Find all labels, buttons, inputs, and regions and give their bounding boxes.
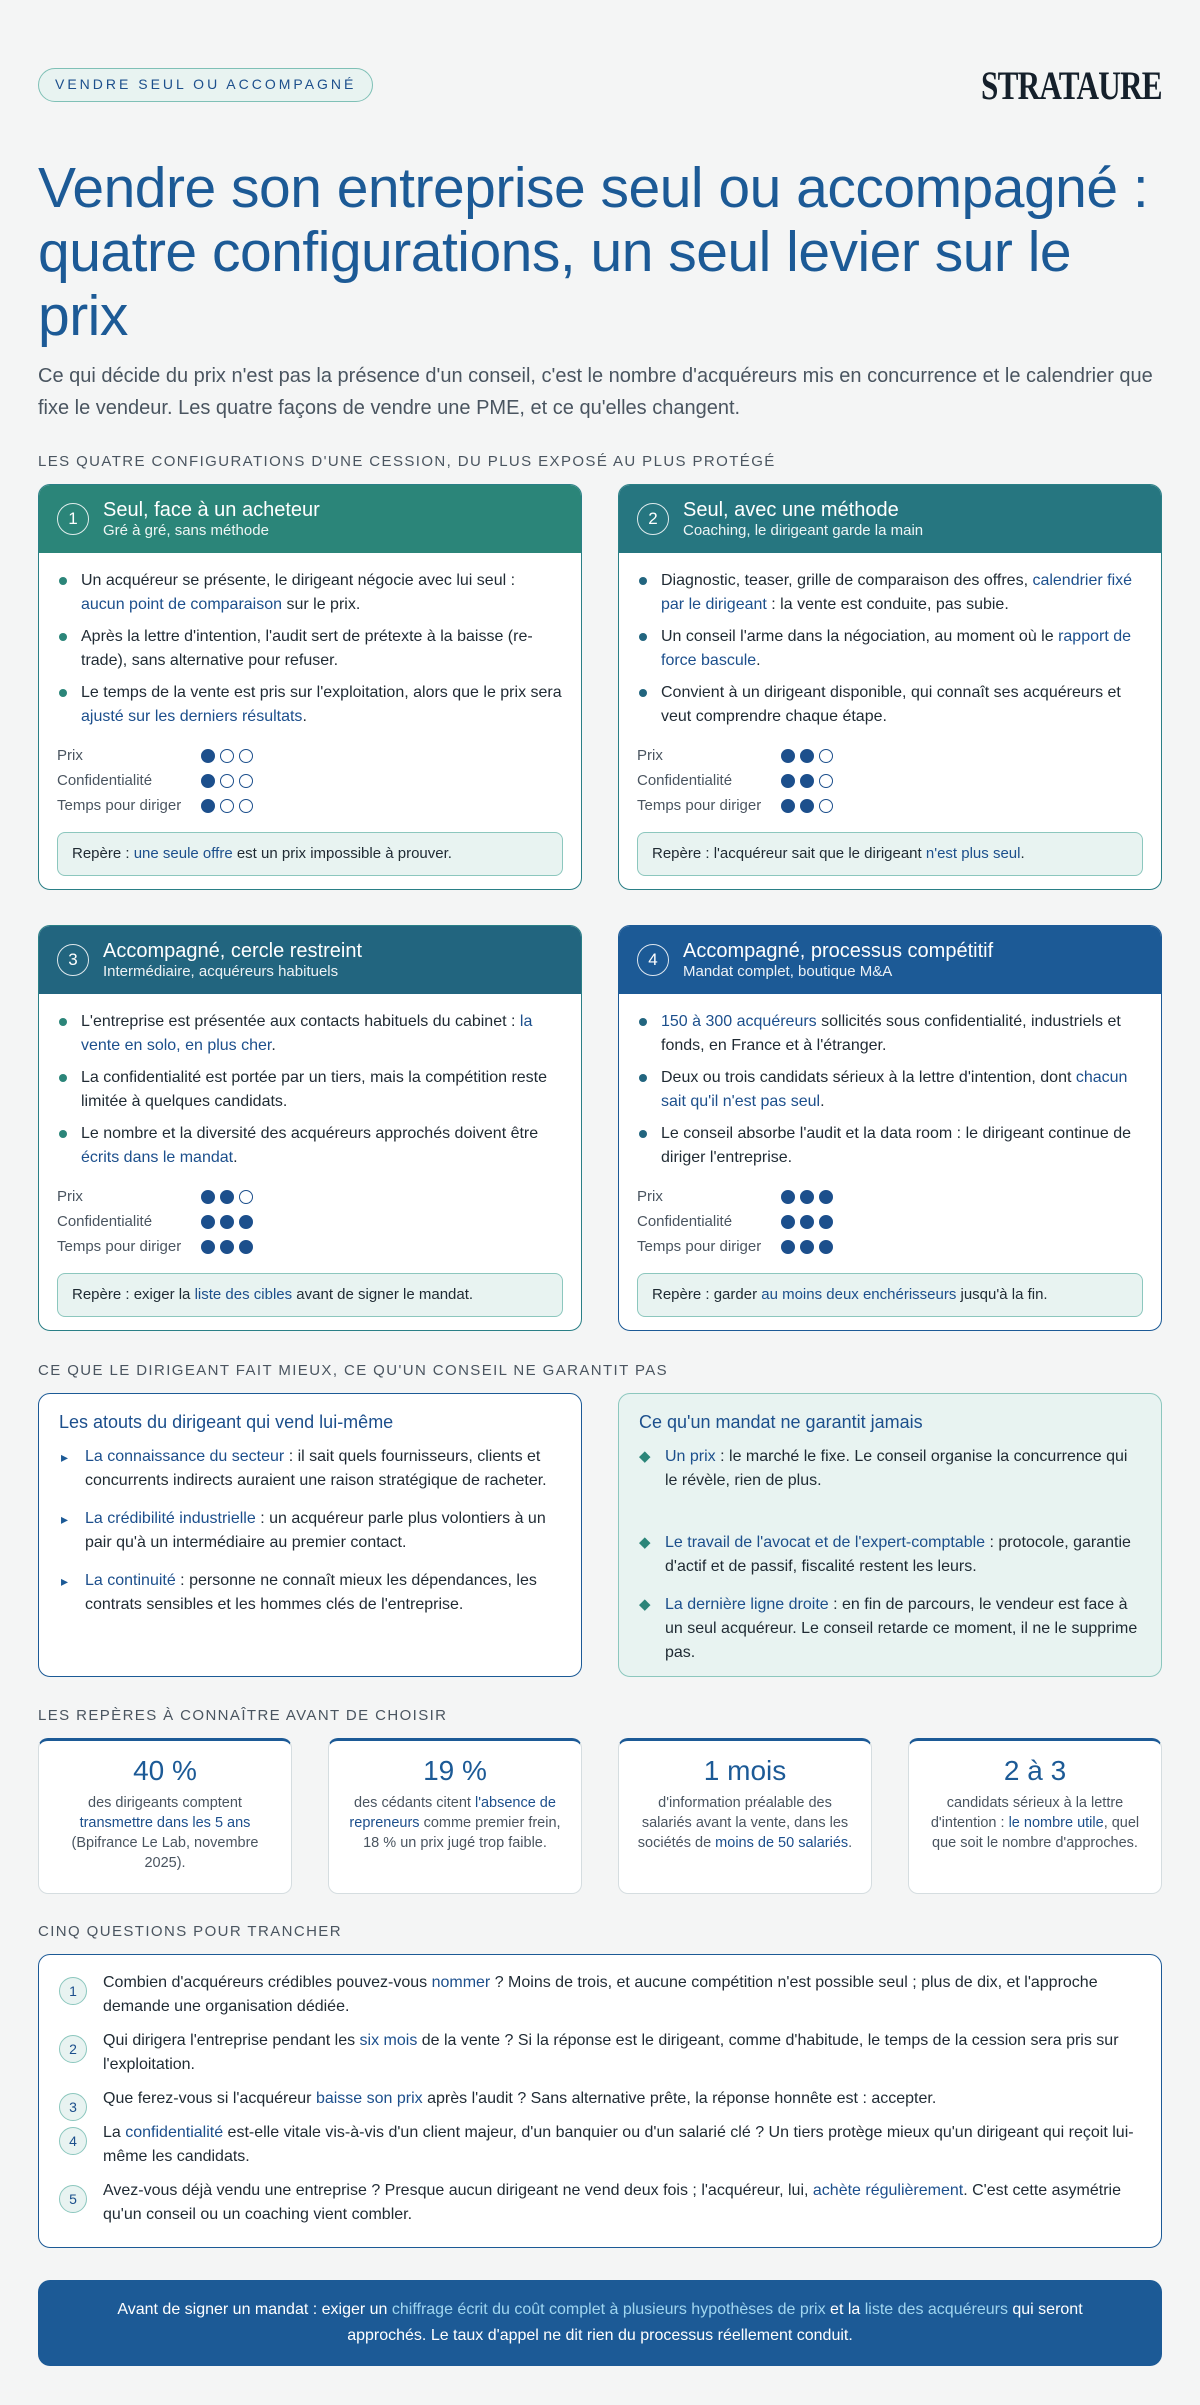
- footer-callout: Avant de signer un mandat : exiger un chiffrage écrit du coût complet à plusieurs hypothèses de prix et la liste des acquéreurs qui seront approchés. Le taux d'appel ne dit rien du processus réellement conduit.: [38, 2280, 1162, 2366]
- config-card-header: [619, 485, 1161, 553]
- rating-confidentialite: Confidentialité: [637, 768, 1143, 793]
- config-subtitle: Gré à gré, sans méthode: [103, 522, 269, 539]
- config-number: 3: [57, 944, 89, 976]
- rating-dot-empty: [239, 774, 253, 788]
- list-item: ▸ La connaissance du secteur : il sait quels fournisseurs, clients et concurrents indirects auraient une raison stratégique de racheter.: [59, 1445, 561, 1493]
- repere-box: Repère : exiger la liste des cibles avant de signer le mandat.: [57, 1273, 563, 1317]
- stat-card: [328, 1738, 582, 1894]
- bullet: Le nombre et la diversité des acquéreurs approchés doivent être écrits dans le mandat.: [57, 1122, 563, 1170]
- rating-dot-filled: [800, 749, 814, 763]
- bullet: Après la lettre d'intention, l'audit sert de prétexte à la baisse (re-trade), sans alternative pour refuser.: [57, 625, 563, 673]
- rating-dot-filled: [819, 1215, 833, 1229]
- config-number: 1: [57, 503, 89, 535]
- rating-dot-empty: [220, 774, 234, 788]
- config-number: 2: [637, 503, 669, 535]
- list-item: ▸ La crédibilité industrielle : un acquéreur parle plus volontiers à un pair qu'à un intermédiaire au premier contact.: [59, 1507, 561, 1555]
- question-item: 2 Qui dirigera l'entreprise pendant les six mois de la vente ? Si la réponse est le dirigeant, comme d'habitude, le temps de la cession sera pris sur l'exploitation.: [59, 2029, 1141, 2077]
- question-number: 4: [59, 2127, 87, 2155]
- rating-dot-filled: [220, 1240, 234, 1254]
- box-title: Ce qu'un mandat ne garantit jamais: [639, 1412, 923, 1432]
- rating-dot-empty: [239, 749, 253, 763]
- rating-temps: Temps pour diriger: [637, 793, 1143, 818]
- rating-confidentialite: Confidentialité: [57, 768, 563, 793]
- bullet: Le conseil absorbe l'audit et la data room : le dirigeant continue de diriger l'entreprise.: [637, 1122, 1143, 1170]
- rating-dot-filled: [201, 1240, 215, 1254]
- config-subtitle: Coaching, le dirigeant garde la main: [683, 522, 924, 539]
- page-title: Vendre son entreprise seul ou accompagné : quatre configurations, un seul levier sur le prix: [38, 156, 1149, 348]
- config-title: Accompagné, cercle restreint: [103, 940, 363, 962]
- rating-dot-filled: [781, 799, 795, 813]
- rating-dot-empty: [220, 749, 234, 763]
- config-ratings: [57, 1184, 563, 1259]
- config-ratings: [637, 1184, 1143, 1259]
- config-number: 4: [637, 944, 669, 976]
- bullet: 150 à 300 acquéreurs sollicités sous confidentialité, industriels et fonds, en France et à l'étranger.: [637, 1010, 1143, 1058]
- bullet: Un acquéreur se présente, le dirigeant négocie avec lui seul : aucun point de comparaison sur le prix.: [57, 569, 563, 617]
- config-card-3: [38, 925, 582, 1331]
- rating-dot-filled: [819, 1240, 833, 1254]
- stat-card: [908, 1738, 1162, 1894]
- rating-dot-empty: [220, 799, 234, 813]
- config-subtitle: Mandat complet, boutique M&A: [683, 963, 893, 980]
- dirigeant-strengths-box: [38, 1393, 582, 1677]
- config-ratings: [57, 743, 563, 818]
- question-number: 1: [59, 1977, 87, 2005]
- rating-dot-filled: [201, 774, 215, 788]
- stat-card: [38, 1738, 292, 1894]
- rating-dot-empty: [239, 799, 253, 813]
- bullet: Un conseil l'arme dans la négociation, au moment où le rapport de force bascule.: [637, 625, 1143, 673]
- rating-dot-filled: [201, 1190, 215, 1204]
- stat-value: 2 à 3: [1003, 1755, 1067, 1786]
- rating-dot-filled: [201, 749, 215, 763]
- rating-dot-filled: [220, 1215, 234, 1229]
- rating-dot-filled: [800, 1190, 814, 1204]
- config-title: Accompagné, processus compétitif: [683, 940, 994, 962]
- rating-dot-filled: [220, 1190, 234, 1204]
- intro-text: Ce qui décide du prix n'est pas la présence d'un conseil, c'est le nombre d'acquéreurs mis en concurrence et le calendrier que fixe le vendeur. Les quatre façons de vendre une PME, et ce qu'elles changent.: [38, 365, 1153, 419]
- stat-text: candidats sérieux à la lettre d'intention : le nombre utile, quel que soit le nombre d'approches.: [930, 1795, 1140, 1851]
- rating-temps: Temps pour diriger: [637, 1234, 1143, 1259]
- rating-dot-filled: [239, 1240, 253, 1254]
- rating-dot-filled: [781, 1215, 795, 1229]
- stat-text: des cédants citent l'absence de repreneurs comme premier frein, 18 % un prix jugé trop faible.: [349, 1795, 561, 1851]
- config-title: Seul, avec une méthode: [683, 499, 899, 521]
- config-title: Seul, face à un acheteur: [103, 499, 320, 521]
- questions-box: [38, 1954, 1162, 2248]
- mandate-limits-box: [618, 1393, 1162, 1677]
- config-bullets: [637, 1010, 1143, 1170]
- rating-dot-filled: [781, 1190, 795, 1204]
- rating-prix: Prix: [57, 1184, 563, 1209]
- config-card-2: [618, 484, 1162, 890]
- question-number: 3: [59, 2093, 87, 2121]
- section-label-questions: CINQ QUESTIONS POUR TRANCHER: [38, 1923, 342, 1940]
- rating-dot-filled: [781, 749, 795, 763]
- rating-dot-empty: [819, 749, 833, 763]
- list-item: ▸ La continuité : personne ne connaît mieux les dépendances, les contrats sensibles et les hommes clés de l'entreprise.: [59, 1569, 561, 1617]
- config-subtitle: Intermédiaire, acquéreurs habituels: [103, 963, 339, 980]
- repere-box: Repère : garder au moins deux enchérisseurs jusqu'à la fin.: [637, 1273, 1143, 1317]
- section-label-compare: CE QUE LE DIRIGEANT FAIT MIEUX, CE QU'UN CONSEIL NE GARANTIT PAS: [38, 1362, 669, 1379]
- stat-text: des dirigeants comptent transmettre dans les 5 ans (Bpifrance Le Lab, novembre 2025).: [71, 1795, 259, 1871]
- brand-logo: STRATAURE: [981, 63, 1162, 108]
- rating-dot-filled: [800, 1215, 814, 1229]
- stat-card: [618, 1738, 872, 1894]
- list-item: ◆ La dernière ligne droite : en fin de parcours, le vendeur est face à un seul acquéreur. Le conseil retarde ce moment, il ne le supprime pas.: [639, 1593, 1141, 1665]
- question-item: 3 Que ferez-vous si l'acquéreur baisse son prix après l'audit ? Sans alternative prête, la réponse honnête est : accepter.: [59, 2087, 1141, 2111]
- rating-dot-filled: [781, 774, 795, 788]
- section-label-configs: LES QUATRE CONFIGURATIONS D'UNE CESSION, DU PLUS EXPOSÉ AU PLUS PROTÉGÉ: [38, 453, 776, 470]
- question-item: 4 La confidentialité est-elle vitale vis-à-vis d'un client majeur, d'un banquier ou d'un salarié clé ? Un tiers protège mieux qu'un dirigeant qui reçoit lui-même les candidats.: [59, 2121, 1141, 2169]
- rating-confidentialite: Confidentialité: [637, 1209, 1143, 1234]
- config-bullets: [57, 1010, 563, 1170]
- rating-dot-filled: [781, 1240, 795, 1254]
- rating-dot-filled: [800, 1240, 814, 1254]
- config-ratings: [637, 743, 1143, 818]
- repere-box: Repère : une seule offre est un prix impossible à prouver.: [57, 832, 563, 876]
- question-number: 5: [59, 2185, 87, 2213]
- section-label-stats: LES REPÈRES À CONNAÎTRE AVANT DE CHOISIR: [38, 1707, 448, 1724]
- box-title: Les atouts du dirigeant qui vend lui-même: [59, 1412, 394, 1432]
- config-card-header: [619, 926, 1161, 994]
- bullet: La confidentialité est portée par un tiers, mais la compétition reste limitée à quelques candidats.: [57, 1066, 563, 1114]
- rating-prix: Prix: [57, 743, 563, 768]
- stat-text: d'information préalable des salariés avant la vente, dans les sociétés de moins de 50 salariés.: [637, 1795, 853, 1851]
- config-bullets: [57, 569, 563, 729]
- list-item: ◆ Un prix : le marché le fixe. Le conseil organise la concurrence qui le révèle, rien de plus.: [639, 1445, 1141, 1493]
- rating-dot-filled: [201, 1215, 215, 1229]
- stat-value: 40 %: [133, 1755, 197, 1786]
- repere-box: Repère : l'acquéreur sait que le dirigeant n'est plus seul.: [637, 832, 1143, 876]
- config-card-header: [39, 926, 581, 994]
- config-card-4: [618, 925, 1162, 1331]
- rating-confidentialite: Confidentialité: [57, 1209, 563, 1234]
- config-card-1: [38, 484, 582, 890]
- config-bullets: [637, 569, 1143, 729]
- bullet: L'entreprise est présentée aux contacts habituels du cabinet : la vente en solo, en plus cher.: [57, 1010, 563, 1058]
- rating-prix: Prix: [637, 743, 1143, 768]
- list-item: ◆ Le travail de l'avocat et de l'expert-comptable : protocole, garantie d'actif et de passif, fiscalité restent les leurs.: [639, 1531, 1141, 1579]
- rating-dot-empty: [819, 774, 833, 788]
- rating-dot-filled: [239, 1215, 253, 1229]
- stat-value: 1 mois: [703, 1755, 787, 1786]
- rating-dot-empty: [239, 1190, 253, 1204]
- bullet: Convient à un dirigeant disponible, qui connaît ses acquéreurs et veut comprendre chaque étape.: [637, 681, 1143, 729]
- rating-temps: Temps pour diriger: [57, 1234, 563, 1259]
- question-number: 2: [59, 2035, 87, 2063]
- stat-value: 19 %: [423, 1755, 487, 1786]
- rating-temps: Temps pour diriger: [57, 793, 563, 818]
- bullet: Diagnostic, teaser, grille de comparaison des offres, calendrier fixé par le dirigeant : la vente est conduite, pas subie.: [637, 569, 1143, 617]
- rating-dot-filled: [819, 1190, 833, 1204]
- topic-pill: VENDRE SEUL OU ACCOMPAGNÉ: [38, 68, 373, 102]
- config-card-header: [39, 485, 581, 553]
- bullet: Deux ou trois candidats sérieux à la lettre d'intention, dont chacun sait qu'il n'est pas seul.: [637, 1066, 1143, 1114]
- rating-dot-empty: [819, 799, 833, 813]
- bullet: Le temps de la vente est pris sur l'exploitation, alors que le prix sera ajusté sur les derniers résultats.: [57, 681, 563, 729]
- header-bar: [38, 63, 1162, 108]
- rating-dot-filled: [800, 774, 814, 788]
- question-item: 1 Combien d'acquéreurs crédibles pouvez-vous nommer ? Moins de trois, et aucune compétition n'est possible seul ; plus de dix, et l'approche demande une organisation dédiée.: [59, 1971, 1141, 2019]
- rating-dot-filled: [800, 799, 814, 813]
- rating-dot-filled: [201, 799, 215, 813]
- question-item: 5 Avez-vous déjà vendu une entreprise ? Presque aucun dirigeant ne vend deux fois ; l'acquéreur, lui, achète régulièrement. C'est cette asymétrie qu'un conseil ou un coaching vient combler.: [59, 2179, 1141, 2227]
- rating-prix: Prix: [637, 1184, 1143, 1209]
